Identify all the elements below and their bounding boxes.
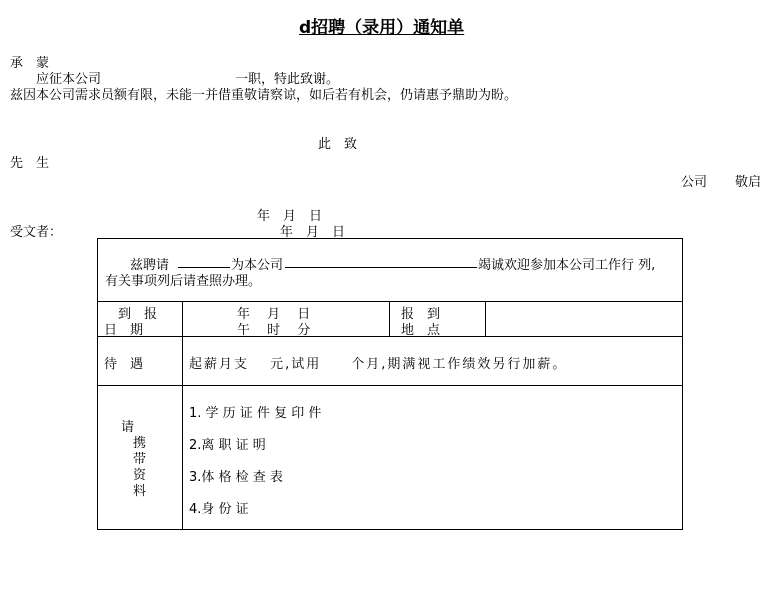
- applied-position-right: 一职，特此致谢。: [235, 72, 340, 87]
- form-row-divider: [97, 336, 683, 337]
- recipient-label: 受文者：: [10, 225, 63, 240]
- bring-item-4: 4.身 份 证: [189, 502, 249, 517]
- bring-label-char: 带: [133, 452, 147, 467]
- company-name: 公司: [681, 175, 708, 190]
- intro-position-label: 为本公司: [231, 258, 284, 273]
- report-date-label-2: 日 期: [104, 323, 144, 338]
- bring-item-3: 3.体 格 检 查 表: [189, 470, 283, 485]
- bring-label-char: 携: [133, 436, 147, 451]
- report-place-label-2: 地 点: [401, 323, 441, 338]
- hire-name-blank: [178, 267, 230, 268]
- form-col-divider: [389, 301, 390, 336]
- apology-line: 兹因本公司需求员额有限，未能一并借重敬请察谅，如后若有机会，仍请惠予鼎助为盼。: [10, 88, 518, 103]
- form-row-divider: [97, 385, 683, 386]
- intro-welcome-text: 竭诚欢迎参加本公司工作行 列,: [478, 258, 656, 273]
- bring-label-char: 资: [133, 468, 147, 483]
- bring-item-1: 1. 学 历 证 件 复 印 件: [189, 406, 322, 421]
- report-date-label-1: 到 报: [118, 307, 158, 322]
- intro-hire-label: 兹聘请: [130, 258, 170, 273]
- treatment-text: 起薪月支 元,试用 个月,期满视工作绩效另行加薪。: [189, 357, 568, 372]
- report-date-value-1: 年 月 日: [237, 307, 311, 322]
- form-row-divider: [97, 301, 683, 302]
- date-line-1: 年 月 日: [257, 209, 323, 224]
- position-blank: [285, 267, 477, 268]
- bring-item-2: 2.离 职 证 明: [189, 438, 266, 453]
- intro-details-text: 有关事项列后请查照办理。: [105, 274, 262, 289]
- bring-label-char: 料: [133, 484, 147, 499]
- closing-text: 此 致: [318, 137, 358, 152]
- report-date-value-2: 午 时 分: [237, 323, 311, 338]
- document-title: d招聘（录用）通知单: [299, 18, 465, 38]
- date-line-2: 年 月 日: [280, 225, 346, 240]
- salutation: 承 蒙: [10, 56, 50, 71]
- form-col-divider: [485, 301, 486, 336]
- bring-label-char: 请: [121, 420, 135, 435]
- form-col-divider: [182, 301, 183, 530]
- treatment-label: 待 遇: [104, 357, 144, 372]
- applied-position-left: 应征本公司: [36, 72, 102, 87]
- sign-off: 敬启: [735, 175, 762, 190]
- addressee: 先 生: [10, 156, 50, 171]
- report-place-label-1: 报 到: [401, 307, 441, 322]
